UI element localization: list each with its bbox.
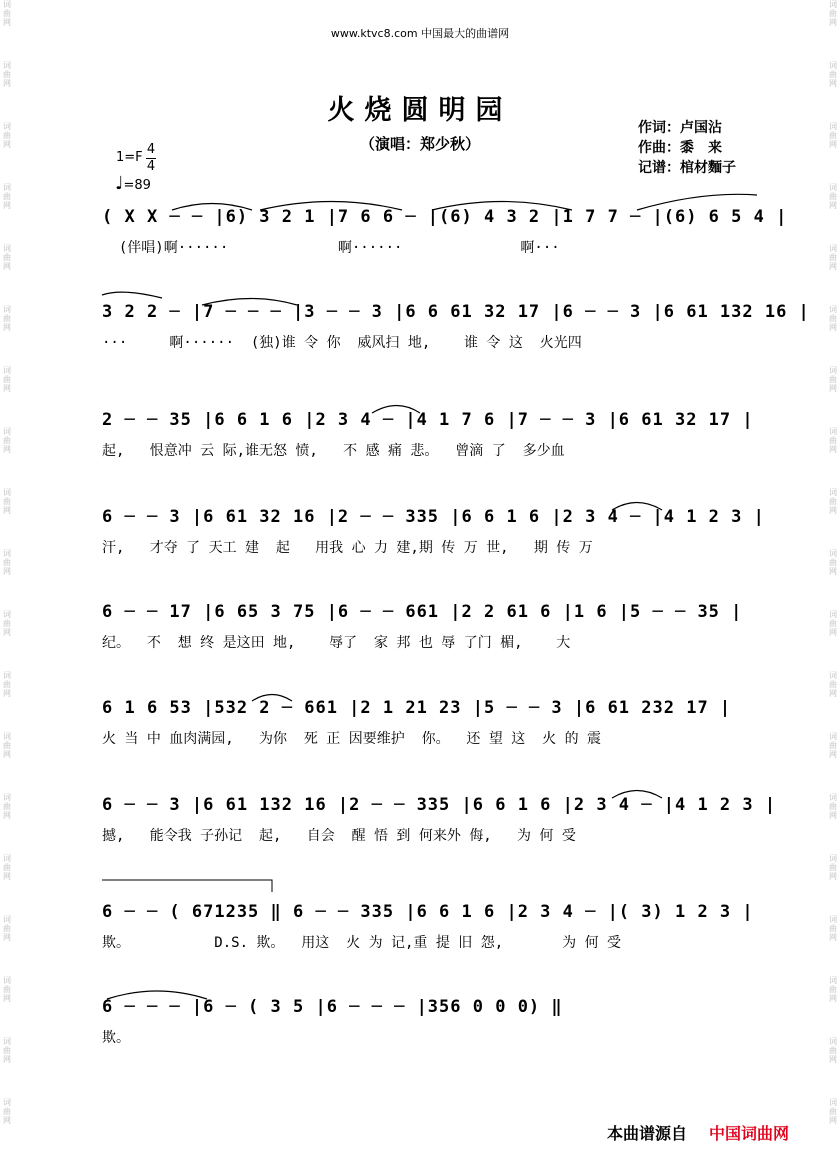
- melody-line: ( X X ─ ─ |6) 3 2 1 |7 6 6 ─ |(6) 4 3 2 |1 7 7 ─ |(6) 6 5 4 |: [102, 207, 788, 227]
- composer: 作曲：黍 来: [638, 140, 722, 156]
- watermark-text: 词曲网: [3, 976, 11, 1003]
- melody-line: 2 ─ ─ 35 |6 6 1 6 |2 3 4 ─ |4 1 7 6 |7 ─ ─ 3 |6 61 32 17 |: [102, 410, 754, 430]
- watermark-text: 词曲网: [3, 915, 11, 942]
- melody-line: 6 ─ ─ 3 |6 61 132 16 |2 ─ ─ 335 |6 6 1 6 |2 3 4 ─ |4 1 2 3 |: [102, 795, 777, 815]
- site-header: www.ktvc8.com 中国最大的曲谱网: [330, 27, 510, 40]
- watermark-text: 词曲网: [829, 793, 837, 820]
- watermark-text: 词曲网: [829, 854, 837, 881]
- melody-line: 6 ─ ─ ( 671235 ‖ 6 ─ ─ 335 |6 6 1 6 |2 3 4 ─ |( 3) 1 2 3 |: [102, 902, 754, 922]
- watermark-text: 词曲网: [3, 549, 11, 576]
- watermark-text: 词曲网: [3, 1037, 11, 1064]
- watermark-text: 词曲网: [829, 549, 837, 576]
- singer-line: （演唱：郑少秋）: [359, 135, 480, 153]
- watermark-text: 词曲网: [829, 915, 837, 942]
- watermark-right: [826, 0, 840, 1169]
- watermark-text: 词曲网: [3, 366, 11, 393]
- watermark-text: 词曲网: [3, 244, 11, 271]
- lyrics-line: 纪。 不 想 终 是这田 地, 辱了 家 邦 也 辱 了门 楣, 大: [102, 635, 571, 651]
- watermark-text: 词曲网: [3, 61, 11, 88]
- watermark-text: 词曲网: [829, 122, 837, 149]
- source-label: 本曲谱源自: [607, 1124, 688, 1143]
- lyrics-line: ··· 啊······ (独)谁 令 你 威风扫 地, 谁 令 这 火光四: [102, 335, 582, 351]
- watermark-text: 词曲网: [829, 488, 837, 515]
- watermark-text: 词曲网: [3, 1098, 11, 1125]
- watermark-text: 词曲网: [829, 366, 837, 393]
- lyrics-line: 汗, 才夺 了 天工 建 起 用我 心 力 建,期 传 万 世, 期 传 万: [102, 540, 593, 556]
- watermark-text: 词曲网: [3, 610, 11, 637]
- lyrics-line: 起, 恨意冲 云 际,谁无怒 愤, 不 感 痛 悲。 曾滴 了 多少血: [102, 443, 565, 459]
- lyricist: 作词：卢国沾: [638, 120, 722, 136]
- lyrics-line: 火 当 中 血肉满园, 为你 死 正 因要维护 你。 还 望 这 火 的 震: [102, 731, 602, 747]
- watermark-text: 词曲网: [3, 732, 11, 759]
- melody-line: 6 1 6 53 |532 2 ─ 661 |2 1 21 23 |5 ─ ─ 3 |6 61 232 17 |: [102, 698, 732, 718]
- lyrics-line: 欺。 D.S. 欺。 用这 火 为 记,重 提 旧 怨, 为 何 受: [102, 935, 622, 951]
- watermark-text: 词曲网: [829, 976, 837, 1003]
- footer-source: [607, 1121, 789, 1144]
- watermark-text: 词曲网: [829, 244, 837, 271]
- melody-line: 6 ─ ─ 17 |6 65 3 75 |6 ─ ─ 661 |2 2 61 6 |1 6 |5 ─ ─ 35 |: [102, 602, 743, 622]
- lyrics-line: (伴唱)啊······ 啊······ 啊···: [102, 240, 560, 256]
- watermark-text: 词曲网: [3, 793, 11, 820]
- quarter-note-icon: ♩: [115, 173, 124, 194]
- watermark-text: 词曲网: [3, 305, 11, 332]
- watermark-text: 词曲网: [829, 183, 837, 210]
- lyrics-line: 撼, 能令我 子孙记 起, 自会 醒 悟 到 何来外 侮, 为 何 受: [102, 828, 576, 844]
- melody-line: 6 ─ ─ 3 |6 61 32 16 |2 ─ ─ 335 |6 6 1 6 |2 3 4 ─ |4 1 2 3 |: [102, 507, 765, 527]
- song-title: 火烧圆明园: [327, 95, 513, 126]
- melody-line: 3 2 2 ─ |7 ─ ─ ─ |3 ─ ─ 3 |6 6 61 32 17 |6 ─ ─ 3 |6 61 132 16 |: [102, 302, 810, 322]
- watermark-text: 词曲网: [3, 427, 11, 454]
- time-bottom: 4: [146, 159, 156, 174]
- watermark-left: [0, 0, 14, 1169]
- watermark-text: 词曲网: [3, 183, 11, 210]
- lyrics-line: 欺。: [102, 1030, 130, 1046]
- melody-line: 6 ─ ─ ─ |6 ─ ( 3 5 |6 ─ ─ ─ |356 0 0 0) ‖: [102, 997, 563, 1017]
- source-site[interactable]: 中国词曲网: [709, 1124, 790, 1143]
- watermark-text: 词曲网: [829, 671, 837, 698]
- watermark-text: 词曲网: [829, 0, 837, 27]
- watermark-text: 词曲网: [829, 610, 837, 637]
- tempo-value: =89: [123, 178, 151, 193]
- watermark-text: 词曲网: [3, 854, 11, 881]
- watermark-text: 词曲网: [3, 122, 11, 149]
- tempo-marking: [115, 173, 151, 194]
- watermark-text: 词曲网: [829, 1098, 837, 1125]
- watermark-text: 词曲网: [829, 732, 837, 759]
- watermark-text: 词曲网: [829, 305, 837, 332]
- watermark-text: 词曲网: [829, 61, 837, 88]
- watermark-text: 词曲网: [829, 1037, 837, 1064]
- credits: [638, 118, 736, 178]
- watermark-text: 词曲网: [829, 427, 837, 454]
- transcriber: 记谱：棺材麵子: [638, 160, 736, 176]
- time-top: 4: [146, 142, 156, 157]
- watermark-text: 词曲网: [3, 0, 11, 27]
- key-signature: 1=F: [116, 150, 143, 165]
- watermark-text: 词曲网: [3, 488, 11, 515]
- time-signature: [146, 142, 156, 175]
- watermark-text: 词曲网: [3, 671, 11, 698]
